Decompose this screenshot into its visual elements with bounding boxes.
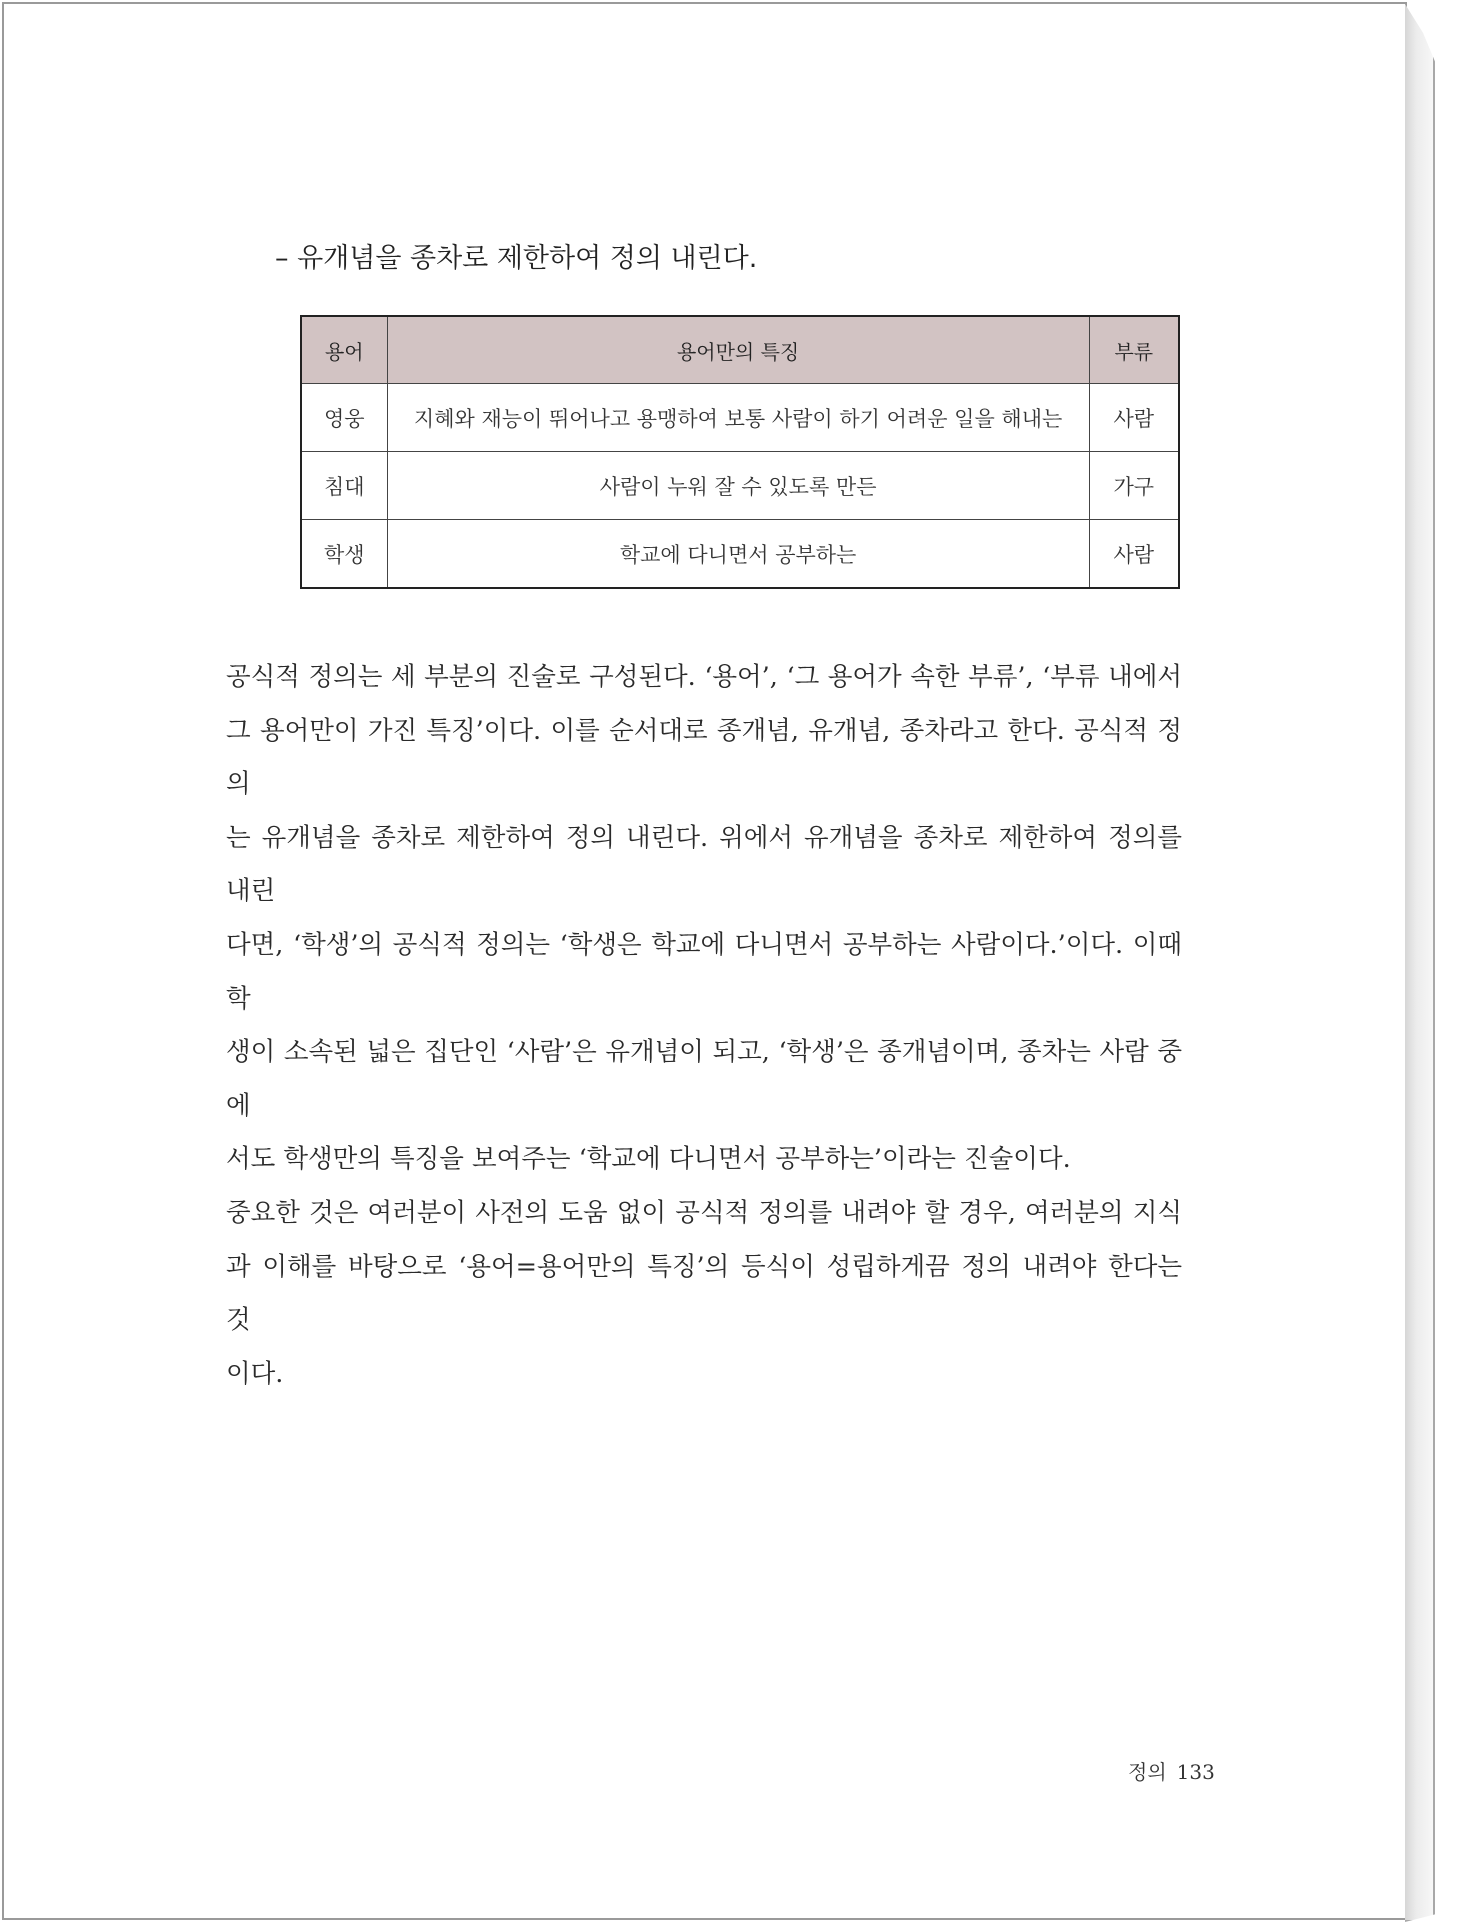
cell-term: 영웅 [301,384,387,452]
cell-feature: 지혜와 재능이 뛰어나고 용맹하여 보통 사람이 하기 어려운 일을 해내는 [387,384,1089,452]
cell-genus: 사람 [1089,384,1179,452]
body-line: 중요한 것은 여러분이 사전의 도움 없이 공식적 정의를 내려야 할 경우, 여러분의 지식 [226,1197,1182,1228]
table-row [301,520,1179,589]
body-line: 그 용어만이 가진 특징’이다. 이를 순서대로 종개념, 유개념, 종차라고 한다. 공식적 정의 [226,715,1182,800]
table-row [301,384,1179,452]
body-line: 생이 소속된 넓은 집단인 ‘사람’은 유개념이 되고, ‘학생’은 종개념이며, 종차는 사람 중에 [226,1037,1182,1121]
footer-section: 정의 [1128,1760,1167,1784]
cell-genus: 사람 [1089,520,1179,589]
cell-feature: 학교에 다니면서 공부하는 [387,520,1089,589]
cell-genus: 가구 [1089,452,1179,520]
header-genus: 부류 [1089,316,1179,384]
subheading: – 유개념을 종차로 제한하여 정의 내린다. [275,243,758,274]
body-line: 과 이해를 바탕으로 ‘용어=용어만의 특징’의 등식이 성립하게끔 정의 내려야 한다는 것 [226,1251,1182,1336]
table-row [301,452,1179,520]
body-line: 이다. [226,1358,284,1389]
footer-page-number: 133 [1176,1760,1215,1784]
page-edge-decoration [1405,4,1435,1922]
header-feature: 용어만의 특징 [387,316,1089,384]
cell-term: 침대 [301,452,387,520]
cell-term: 학생 [301,520,387,589]
body-line: 는 유개념을 종차로 제한하여 정의 내린다. 위에서 유개념을 종차로 제한하여 정의를 내린 [226,822,1182,907]
cell-feature: 사람이 누워 잘 수 있도록 만든 [387,452,1089,520]
body-line: 공식적 정의는 세 부분의 진술로 구성된다. ‘용어’, ‘그 용어가 속한 부류’, ‘부류 내에서 [226,662,1182,692]
header-term: 용어 [301,316,387,384]
body-line: 다면, ‘학생’의 공식적 정의는 ‘학생은 학교에 다니면서 공부하는 사람이다.’이다. 이때 학 [226,929,1182,1014]
body-line: 서도 학생만의 특징을 보여주는 ‘학교에 다니면서 공부하는’이라는 진술이다. [226,1144,1071,1175]
body-paragraphs [226,651,1182,1401]
page-footer [1128,1756,1215,1785]
table-header-row [301,316,1179,384]
definition-table [300,315,1180,589]
